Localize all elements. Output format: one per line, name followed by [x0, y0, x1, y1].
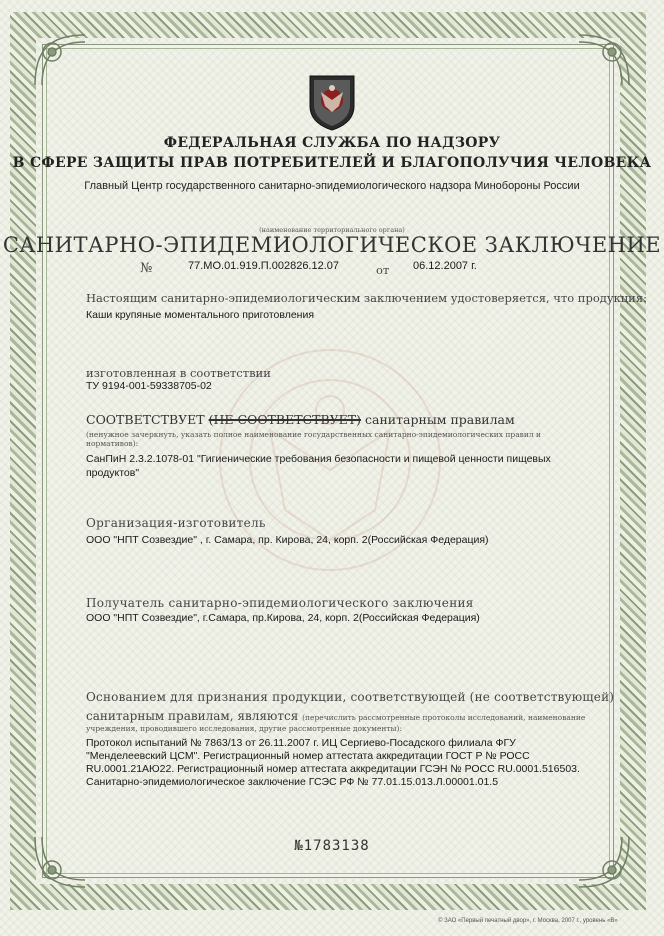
rules-text: санитарным правилам — [365, 412, 515, 427]
document-date: 06.12.2007 г. — [413, 260, 477, 272]
sanpin-line-1: СанПиН 2.3.2.1078-01 "Гигиенические требования безопасности и пищевой ценности пищевых — [86, 453, 551, 465]
territorial-caption: (наименование территориального органа) — [259, 226, 405, 234]
basis-line-2 — [86, 709, 585, 723]
agency-line-3: Главный Центр государственного санитарно-эпидемиологического надзора Минобороны России — [84, 180, 580, 192]
compliance-note: (ненужное зачеркнуть, указать полное наименование государственных санитарно-эпидемиологических правил и нормативов): — [86, 430, 542, 448]
document-number: 77.МО.01.919.П.002826.12.07 — [188, 260, 340, 272]
made-according-label: изготовленная в соответствии — [86, 366, 271, 380]
document-title: САНИТАРНО-ЭПИДЕМИОЛОГИЧЕСКОЕ ЗАКЛЮЧЕНИЕ — [2, 233, 662, 257]
compliance-line — [86, 412, 515, 427]
basis-line-1: Основанием для признания продукции, соответствующей (не соответствующей) — [86, 690, 615, 704]
product-intro: Настоящим санитарно-эпидемиологическим заключением удостоверяется, что продукция: — [86, 291, 647, 305]
product-name: Каши крупяные моментального приготовления — [86, 309, 315, 321]
manufacturer-value: ООО "НПТ Созвездие" , г. Самара, пр. Кирова, 24, корп. 2(Российская Федерация) — [86, 534, 489, 546]
corner-ornament-icon — [574, 30, 634, 90]
serial-number: №1783138 — [294, 838, 370, 854]
basis-main: санитарным правилам, являются — [86, 709, 299, 723]
basis-doc-4: Санитарно-эпидемиологическое заключение ГСЭС РФ № 77.01.15.013.Л.00001.01.5 — [86, 776, 499, 788]
recipient-value: ООО "НПТ Созвездие", г.Самара, пр.Кирова, 24, корп. 2(Российская Федерация) — [86, 612, 480, 624]
date-label: от — [376, 263, 390, 277]
recipient-label: Получатель санитарно-эпидемиологического заключения — [86, 596, 474, 610]
not-complies-struck: (НЕ СООТВЕТСТВУЕТ) — [208, 412, 362, 427]
basis-doc-3: RU.0001.21АЮ22. Регистрационный номер аттестата аккредитации ГСЭН № РОСС RU.0001.516503. — [86, 763, 580, 775]
double-headed-eagle-emblem-icon — [304, 70, 360, 132]
basis-doc-2: "Менделеевский ЦСМ". Регистрационный номер аттестата аккредитации ГОСТ Р № РОСС — [86, 750, 530, 762]
agency-line-1: ФЕДЕРАЛЬНАЯ СЛУЖБА ПО НАДЗОРУ — [163, 135, 501, 151]
printer-imprint: © ЗАО «Первый печатный двор», г. Москва, 2007 г., уровень «В» — [438, 918, 618, 924]
complies-text: СООТВЕТСТВУЕТ — [86, 412, 205, 427]
basis-note: (перечислить рассмотренные протоколы исследований, наименование — [302, 713, 586, 722]
manufacturer-label: Организация-изготовитель — [86, 516, 266, 530]
agency-line-2: В СФЕРЕ ЗАЩИТЫ ПРАВ ПОТРЕБИТЕЛЕЙ И БЛАГОПОЛУЧИЯ ЧЕЛОВЕКА — [12, 155, 652, 171]
tu-number: ТУ 9194-001-59338705-02 — [86, 380, 212, 392]
basis-doc-1: Протокол испытаний № 7863/13 от 26.11.2007 г. ИЦ Сергиево-Посадского филиала ФГУ — [86, 737, 516, 749]
basis-note-2: учреждения, проводившего исследования, другие рассмотренные документы): — [86, 724, 402, 733]
sanpin-line-2: продуктов" — [86, 467, 140, 479]
number-label: № — [140, 261, 153, 276]
corner-ornament-icon — [30, 30, 90, 90]
